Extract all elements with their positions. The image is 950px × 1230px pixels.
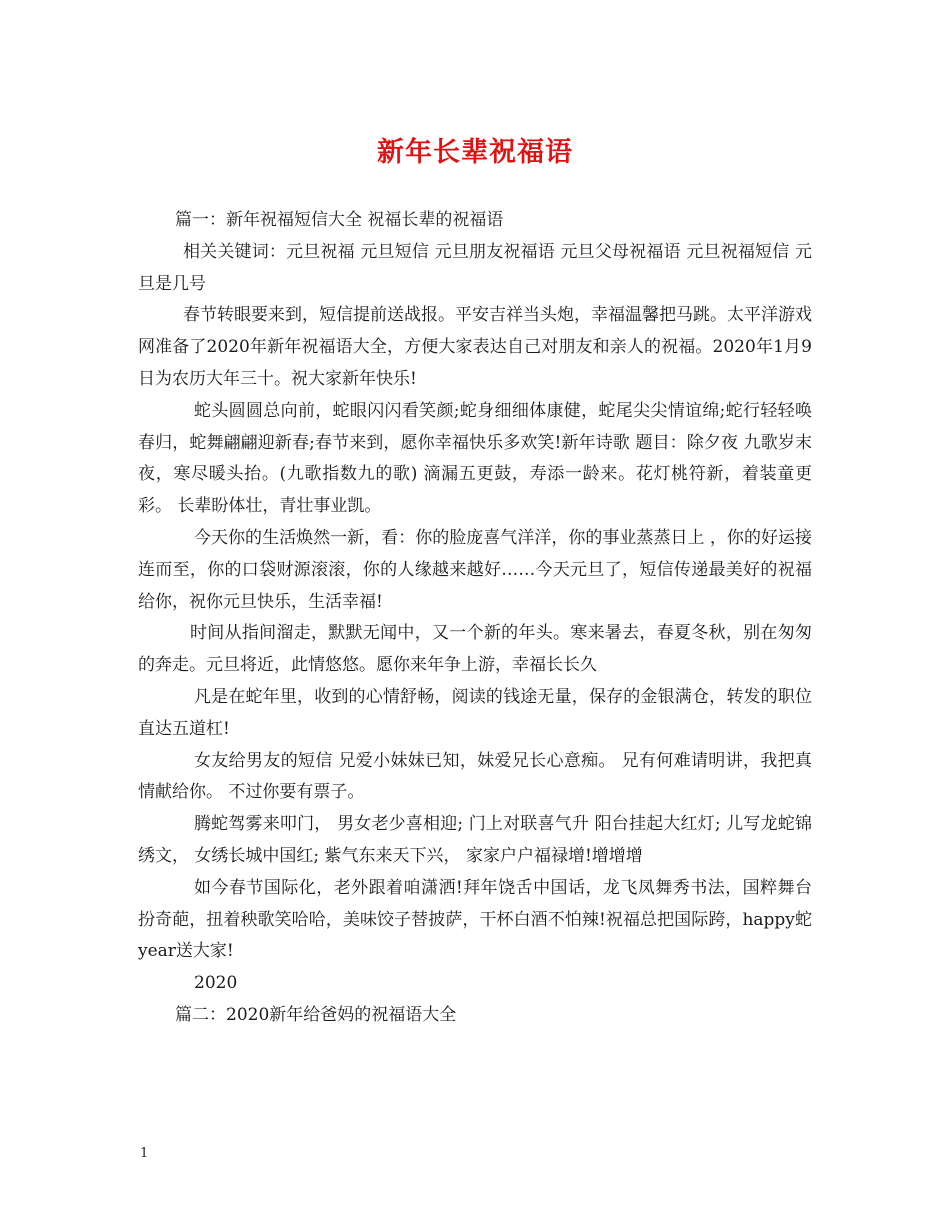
body-paragraph: 春节转眼要来到，短信提前送战报。平安吉祥当头炮，幸福温馨把马跳。太平洋游戏网准备了2020年新年祝福语大全，方便大家表达自己对朋友和亲人的祝福。2020年1月9日为农历大年三十。祝大家新年快乐! bbox=[138, 305, 812, 389]
year-line: 2020 bbox=[194, 973, 238, 994]
body-paragraph: 腾蛇驾雾来叩门， 男女老少喜相迎; 门上对联喜气升 阳台挂起大红灯; 儿写龙蛇锦绣文， 女绣长城中国红; 紫气东来天下兴， 家家户户福禄增!增增增 bbox=[138, 814, 812, 866]
body-paragraph: 时间从指间溜走，默默无闻中，又一个新的年头。寒来暑去，春夏冬秋，别在匆匆的奔走。元旦将近，此情悠悠。愿你来年争上游，幸福长长久 bbox=[138, 623, 812, 676]
keywords-paragraph: 相关关键词：元旦祝福 元旦短信 元旦朋友祝福语 元旦父母祝福语 元旦祝福短信 元旦是几号 bbox=[138, 241, 812, 294]
section-heading-2: 篇二：2020新年给爸妈的祝福语大全 bbox=[175, 1004, 457, 1025]
body-paragraph: 女友给男友的短信 兄爱小妹妹已知，妹爱兄长心意痴。 兄有何难请明讲，我把真情献给你。 不过你要有票子。 bbox=[138, 750, 812, 803]
body-paragraph: 今天你的生活焕然一新，看：你的脸庞喜气洋洋，你的事业蒸蒸日上 ，你的好运接连而至，你的口袋财源滚滚，你的人缘越来越好……今天元旦了，短信传递最美好的祝福给你，祝你元旦快乐，生活幸福! bbox=[138, 527, 812, 612]
page-number: 1 bbox=[140, 1146, 149, 1161]
body-paragraph: 蛇头圆圆总向前，蛇眼闪闪看笑颜;蛇身细细体康健，蛇尾尖尖情谊绵;蛇行轻轻唤春归，蛇舞翩翩迎新春;春节来到，愿你幸福快乐多欢笑!新年诗歌 题目：除夕夜 九歌岁末夜，寒尽暖头抬。(九歌指数九的歌) 滴漏五更鼓，寿添一龄来。花灯桃符新，着装童更彩。 长辈盼体壮，青壮事业凯。 bbox=[138, 400, 812, 517]
section-heading-1: 篇一：新年祝福短信大全 祝福长辈的祝福语 bbox=[175, 210, 504, 230]
document-body bbox=[138, 205, 812, 1032]
document-title: 新年长辈祝福语 bbox=[377, 137, 573, 168]
body-paragraph: 如今春节国际化，老外跟着咱潇洒!拜年饶舌中国话，龙飞凤舞秀书法，国粹舞台扮奇葩，扭着秧歌笑哈哈，美味饺子替披萨，干杯白酒不怕辣!祝福总把国际跨，happy蛇year送大家! bbox=[138, 877, 812, 962]
body-paragraph: 凡是在蛇年里，收到的心情舒畅，阅读的钱途无量，保存的金银满仓，转发的职位直达五道杠! bbox=[138, 686, 812, 739]
